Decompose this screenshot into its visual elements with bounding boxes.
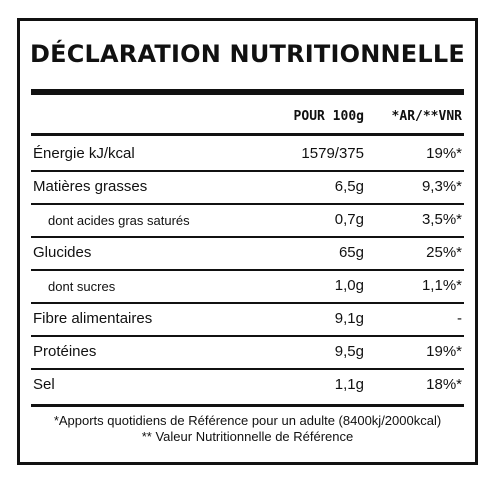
label-title: DÉCLARATION NUTRITIONNELLE: [30, 40, 465, 68]
nutrient-value: 1579/375: [301, 145, 364, 162]
nutrient-label: dont sucres: [48, 279, 116, 294]
nutrient-row-salt: [31, 369, 464, 401]
nutrient-row-fibre: [31, 303, 464, 335]
nutrient-label: Protéines: [33, 343, 97, 360]
nutrient-percent: 19%*: [426, 145, 462, 162]
nutrient-percent: -: [457, 310, 462, 327]
nutrition-facts-panel: [17, 18, 478, 465]
nutrient-percent: 9,3%*: [421, 178, 462, 195]
nutrient-label: Fibre alimentaires: [33, 310, 153, 327]
footnote-vnr: ** Valeur Nutritionnelle de Référence: [141, 429, 354, 444]
nutrient-percent: 25%*: [426, 244, 462, 261]
nutrient-value: 1,1g: [334, 376, 364, 393]
nutrient-percent: 19%*: [426, 343, 462, 360]
nutrient-row-energy: [31, 138, 464, 170]
nutrient-label: Sel: [33, 376, 55, 393]
footnotes: [20, 413, 475, 445]
nutrient-percent: 18%*: [426, 376, 462, 393]
title-divider: [31, 89, 464, 95]
table-bottom-divider: [31, 404, 464, 407]
nutrient-value: 65g: [338, 244, 364, 261]
nutrient-label: Énergie kJ/kcal: [33, 145, 135, 162]
nutrient-value: 1,0g: [334, 277, 364, 294]
footnote-reference-intake: *Apports quotidiens de Référence pour un adulte (8400kj/2000kcal): [53, 413, 442, 428]
nutrient-row-protein: [31, 336, 464, 368]
nutrient-value: 9,5g: [334, 343, 364, 360]
nutrient-percent: 1,1%*: [421, 277, 462, 294]
nutrient-label: Glucides: [33, 244, 92, 261]
nutrient-label: Matières grasses: [33, 178, 148, 195]
nutrient-percent: 3,5%*: [421, 211, 462, 228]
header-divider: [31, 133, 464, 136]
nutrient-value: 9,1g: [334, 310, 364, 327]
nutrient-row-carbohydrates: [31, 237, 464, 269]
nutrient-value: 6,5g: [334, 178, 364, 195]
column-header-row: [31, 105, 464, 129]
header-ar-vnr: *AR/**VNR: [391, 109, 462, 124]
nutrient-label: dont acides gras saturés: [48, 213, 190, 228]
header-per-100g: POUR 100g: [293, 109, 364, 124]
nutrient-row-saturated-fat: [31, 204, 464, 236]
nutrient-row-sugars: [31, 270, 464, 302]
nutrient-row-fat: [31, 171, 464, 203]
nutrient-value: 0,7g: [334, 211, 364, 228]
